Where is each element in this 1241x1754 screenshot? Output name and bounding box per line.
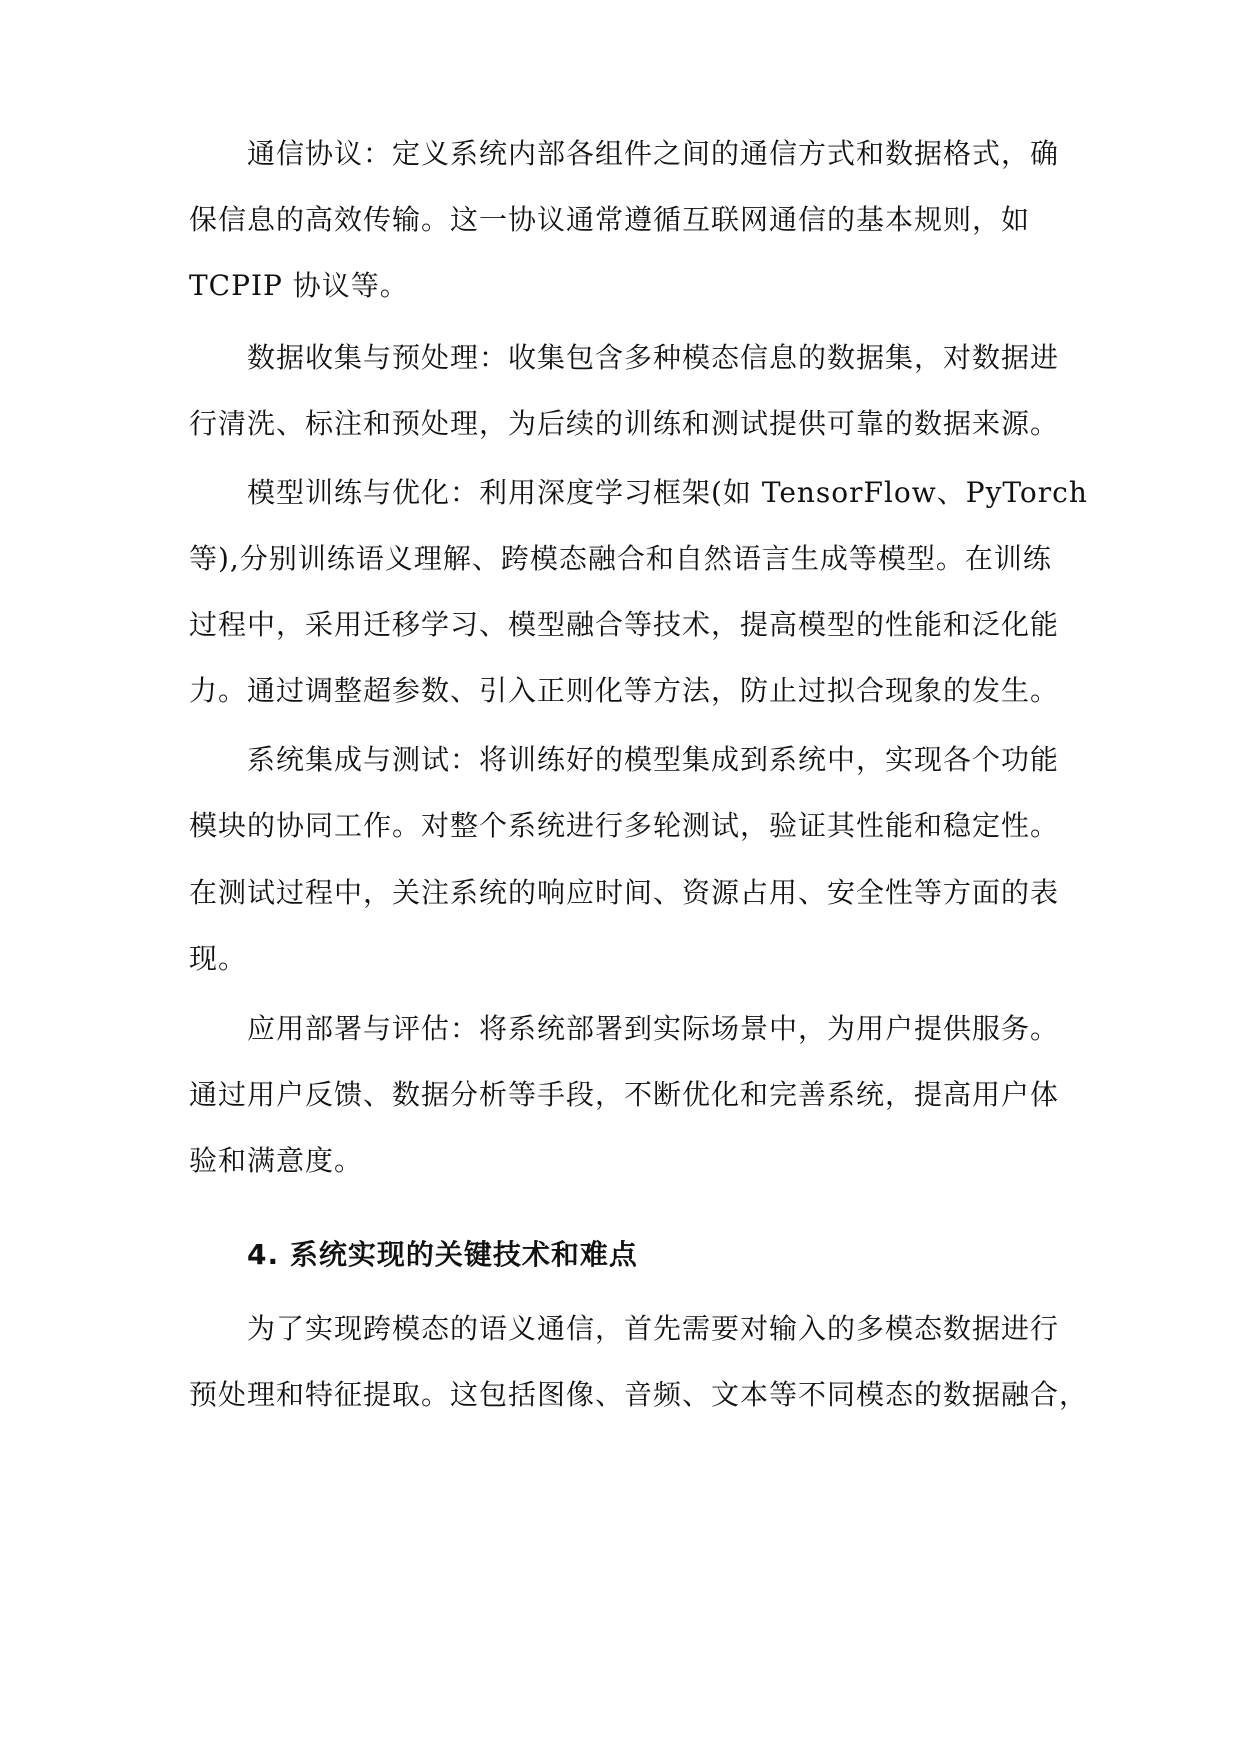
paragraph-5-line-3: 验和满意度。: [189, 1144, 364, 1177]
paragraph-3-line-1: 模型训练与优化：利用深度学习框架(如 TensorFlow、PyTorch: [247, 476, 1088, 509]
paragraph-4-line-4: 现。: [189, 942, 248, 975]
paragraph-4-line-3: 在测试过程中，关注系统的响应时间、资源占用、安全性等方面的表: [189, 876, 1060, 909]
final-paragraph-line-2: 预处理和特征提取。这包括图像、音频、文本等不同模态的数据融合，: [189, 1378, 1089, 1411]
paragraph-5-line-1: 应用部署与评估：将系统部署到实际场景中，为用户提供服务。: [247, 1012, 1060, 1045]
final-paragraph-line-1: 为了实现跨模态的语义通信，首先需要对输入的多模态数据进行: [247, 1312, 1060, 1345]
paragraph-3-line-3: 过程中，采用迁移学习、模型融合等技术，提高模型的性能和泛化能: [189, 608, 1060, 641]
paragraph-1-line-1: 通信协议：定义系统内部各组件之间的通信方式和数据格式，确: [247, 137, 1060, 170]
paragraph-2-line-1: 数据收集与预处理：收集包含多种模态信息的数据集，对数据进: [247, 341, 1060, 374]
paragraph-3-line-4: 力。通过调整超参数、引入正则化等方法，防止过拟合现象的发生。: [189, 674, 1060, 707]
paragraph-4-line-2: 模块的协同工作。对整个系统进行多轮测试，验证其性能和稳定性。: [189, 809, 1060, 842]
section-heading: 4. 系统实现的关键技术和难点: [247, 1238, 638, 1271]
paragraph-2-line-2: 行清洗、标注和预处理，为后续的训练和测试提供可靠的数据来源。: [189, 407, 1060, 440]
paragraph-1-line-3: TCPIP 协议等。: [189, 269, 409, 302]
paragraph-5-line-2: 通过用户反馈、数据分析等手段，不断优化和完善系统，提高用户体: [189, 1078, 1060, 1111]
paragraph-1-line-2: 保信息的高效传输。这一协议通常遵循互联网通信的基本规则，如: [189, 203, 1031, 236]
paragraph-3-line-2: 等),分别训练语义理解、跨模态融合和自然语言生成等模型。在训练: [189, 542, 1052, 575]
paragraph-4-line-1: 系统集成与测试：将训练好的模型集成到系统中，实现各个功能: [247, 743, 1060, 776]
